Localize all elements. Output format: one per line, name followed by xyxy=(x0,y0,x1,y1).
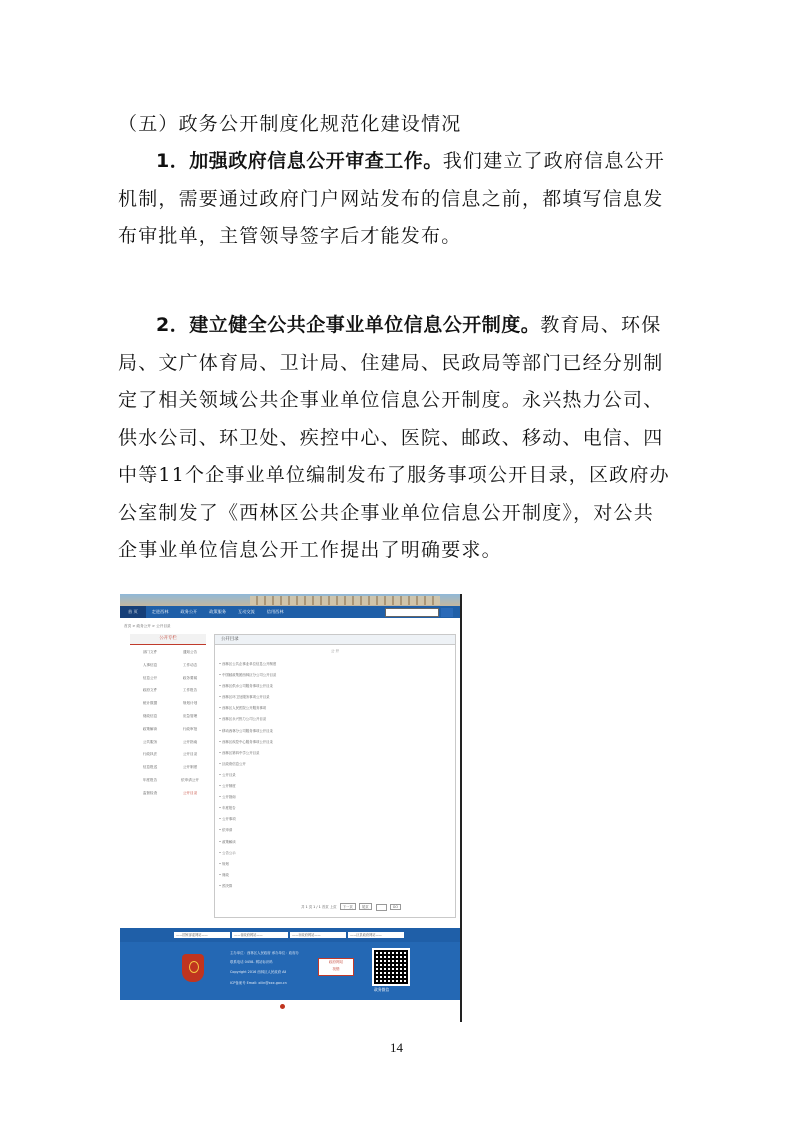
paragraph-1-text: 我们建立了政府信息公开机制，需要通过政府门户网站发布的信息之前，都填写信息发布审批单，主管领导签字后才能发布。 xyxy=(118,150,665,247)
sidebar-item: 通知公告 xyxy=(182,650,198,654)
catalog-subtitle: 公 开 xyxy=(330,649,340,653)
catalog-item: • 财政 xyxy=(219,872,229,877)
site-links-select: ——区县政府网站—— xyxy=(348,932,404,938)
catalog-item: • 公开事项 xyxy=(219,817,236,822)
sidebar-item: 公开目录 xyxy=(182,752,198,757)
sidebar-item: 政务要闻 xyxy=(182,675,198,680)
sidebar-item: 应急管理 xyxy=(182,713,198,718)
paragraph-2-text: 教育局、环保局、文广体育局、卫计局、住建局、民政局等部门已经分别制定了相关领域公共企事业单位信息公开制度。永兴热力公司、供水公司、环卫处、疾控中心、医院、邮政、移动、电信、四中等11个企事业单位编制发布了服务事项公开目录，区政府办公室制发了《西林区公共企事业单位信息公开制度》，对公共企事业单位信息公开工作提出了明确要求。 xyxy=(118,314,670,561)
site-links-bar xyxy=(120,928,461,942)
catalog-title: 公开目录 xyxy=(215,635,455,645)
paragraph-2 xyxy=(118,307,673,570)
embedded-website-screenshot xyxy=(120,594,461,1012)
pager-next-button: 下一页 xyxy=(340,903,356,910)
catalog-item: • 年度报告 xyxy=(219,806,236,811)
badge-line: 政府网站 xyxy=(328,960,344,964)
sidebar-item: 公开指南 xyxy=(182,739,198,744)
nav-item: 走进西林 xyxy=(151,609,169,614)
qr-label: 政务微信 xyxy=(374,987,390,992)
sidebar-item: 财政信息 xyxy=(142,713,158,718)
footer-line: Copyright 2016 西林区人民政府 All xyxy=(230,970,287,974)
site-links-select: ——市政府网站—— xyxy=(290,932,346,938)
catalog-item: • 西林区环卫处服务事项公开目录 xyxy=(219,695,270,700)
sidebar-item: 政策解读 xyxy=(142,726,158,731)
site-error-badge xyxy=(318,958,354,976)
catalog-item: • 规划 xyxy=(219,861,229,866)
catalog-list xyxy=(219,661,276,894)
nav-item: 政务公开 xyxy=(180,609,198,614)
pager-go-button: GO xyxy=(390,904,401,910)
sidebar-item: 部门文件 xyxy=(142,650,158,654)
catalog-item: • 公开指南 xyxy=(219,795,236,800)
catalog-item: • 公告公示 xyxy=(219,850,236,855)
badge-line: 找错 xyxy=(332,967,340,971)
footer-line: ICP备案号 Email: xilin@xxx.gov.cn xyxy=(230,981,287,985)
footer-dot-icon xyxy=(280,1004,285,1009)
sidebar-item: 公开制度 xyxy=(182,765,198,770)
paragraph-1 xyxy=(118,143,673,256)
catalog-item: • 西林区永兴热力公司公开目录 xyxy=(219,717,267,722)
sidebar-item: 政府文件 xyxy=(142,688,158,693)
catalog-item: • 依申请 xyxy=(219,828,233,833)
sidebar-item: 行政执法 xyxy=(142,752,158,757)
catalog-item: • 西林区人民医院公开服务事项 xyxy=(219,706,267,711)
catalog-item: • 西林区供水公司服务事项公开目录 xyxy=(219,684,273,689)
catalog-item: • 西林区第四中学公开目录 xyxy=(219,750,260,755)
catalog-item: • 公开目录 xyxy=(219,772,236,777)
site-footer xyxy=(120,942,461,1000)
sidebar-item: 监督检查 xyxy=(142,790,158,795)
sidebar-item: 年度报告 xyxy=(142,777,158,782)
catalog-item: • 西林区疾控中心服务事项公开目录 xyxy=(219,739,273,744)
paragraph-2-title: 2．建立健全公共企事业单位信息公开制度。 xyxy=(156,314,541,336)
nav-item: 互动交流 xyxy=(238,609,255,614)
pager-last-button: 尾页 xyxy=(359,903,372,910)
footer-line: 主办单位：西林区人民政府 承办单位：政府办 xyxy=(230,951,299,955)
sidebar-grid xyxy=(130,650,210,796)
search-input xyxy=(385,608,439,617)
pager-info: 共 1 页 1 / 1 首页 上页 xyxy=(301,905,337,909)
search-icon xyxy=(441,608,453,617)
catalog-item: • 移动西林分公司服务事项公开目录 xyxy=(219,728,273,733)
sidebar-item: 工作报告 xyxy=(182,688,198,693)
pager-input xyxy=(376,904,387,911)
sidebar-item: 行政审批 xyxy=(182,726,198,731)
catalog-item: • 中国邮政集团西林区分公司公开目录 xyxy=(219,673,277,678)
sidebar-item: 信息报送 xyxy=(142,765,158,770)
national-emblem-icon xyxy=(182,954,204,982)
nav-item: 信用西林 xyxy=(266,609,284,614)
paragraph-1-title: 1．加强政府信息公开审查工作。 xyxy=(156,150,443,172)
sidebar-title: 公开专栏 xyxy=(130,634,206,645)
sidebar-item: 依申请公开 xyxy=(181,777,199,782)
sidebar-item: 统计数据 xyxy=(142,701,158,706)
breadcrumb: 首页 > 政务公开 > 公开目录 xyxy=(124,624,171,628)
catalog-item: • 公开制度 xyxy=(219,784,236,789)
nav-item: 首 页 xyxy=(120,606,146,618)
nav-item: 政策服务 xyxy=(209,609,227,614)
page-number: 14 xyxy=(390,1040,403,1055)
sidebar-item: 公共服务 xyxy=(142,739,158,744)
pager xyxy=(301,903,401,911)
catalog-panel xyxy=(214,634,456,918)
catalog-item: • 政策解读 xyxy=(219,839,236,844)
qr-code-icon xyxy=(372,948,410,986)
sidebar-item: 人事信息 xyxy=(142,662,158,667)
catalog-item: • 区政府信息公开 xyxy=(219,761,246,766)
catalog-item: • 预决算 xyxy=(219,883,233,888)
banner-building-image xyxy=(250,596,440,605)
section-heading: （五）政务公开制度化规范化建设情况 xyxy=(118,113,462,135)
site-links-select: ——省政府网站—— xyxy=(232,932,288,938)
sidebar-item: 规划计划 xyxy=(182,701,198,706)
site-links-select: ——国家部委网站—— xyxy=(174,932,230,938)
sidebar-item: 公开目录 xyxy=(182,790,198,795)
footer-line: 联系电话 0458- 网站标识码 xyxy=(230,960,273,964)
sidebar-item: 工作动态 xyxy=(182,662,198,667)
screenshot-border xyxy=(460,594,462,1022)
catalog-item: • 西林区公共企事业单位信息公开制度 xyxy=(219,662,277,666)
sidebar-item: 信息公开 xyxy=(142,675,158,680)
